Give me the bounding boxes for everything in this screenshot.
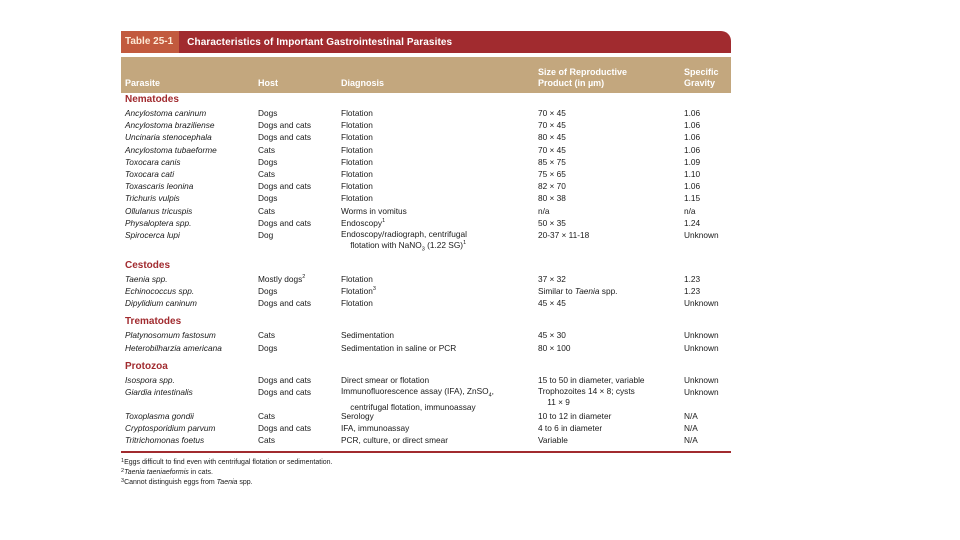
cell-parasite: Toxascaris leonina xyxy=(125,181,194,192)
table-row xyxy=(121,422,731,434)
cell-diagnosis: Flotation xyxy=(341,144,373,155)
cell-gravity: N/A xyxy=(684,411,698,421)
cell-gravity: N/A xyxy=(684,423,698,434)
cell-diagnosis: Sedimentation in saline or PCR xyxy=(341,342,457,353)
table-title: Characteristics of Important Gastrointestinal Parasites xyxy=(187,36,453,48)
parasite-table xyxy=(121,31,731,488)
cell-parasite: Tritrichomonas foetus xyxy=(125,435,205,446)
table-row xyxy=(121,180,731,192)
cell-parasite: Ancylostoma caninum xyxy=(125,108,207,118)
cell-host: Dogs and cats xyxy=(258,217,312,228)
cell-diagnosis: Flotation xyxy=(341,156,373,167)
cell-gravity: 1.06 xyxy=(684,132,701,143)
table-body xyxy=(121,93,731,447)
cell-gravity: 1.06 xyxy=(684,120,701,131)
footnote-3: $^3$Cannot distinguish eggs from Taenia spp. xyxy=(121,477,253,486)
footnotes xyxy=(121,458,731,488)
cell-size: 85 × 75 xyxy=(538,156,566,167)
table-row xyxy=(121,168,731,180)
table-row xyxy=(121,329,731,341)
header-diagnosis: Diagnosis xyxy=(341,78,385,88)
cell-parasite: Cryptosporidium parvum xyxy=(125,423,216,434)
cell-diagnosis: Flotation xyxy=(341,132,373,143)
cell-size: 70 × 45 xyxy=(538,108,566,118)
cell-size: 50 × 35 xyxy=(538,217,566,228)
cell-diagnosis: Flotation xyxy=(341,181,373,192)
cell-gravity: 1.15 xyxy=(684,193,701,204)
header-size: Size of Reproductive Product (in µm) xyxy=(538,67,628,88)
nematode-rows xyxy=(121,107,731,229)
section-protozoa: Protozoa xyxy=(125,360,168,372)
cell-host: Dogs and cats xyxy=(258,423,312,434)
cell-host: Dogs xyxy=(258,193,278,204)
cell-size: 82 × 70 xyxy=(538,181,566,192)
section-trematodes: Trematodes xyxy=(125,316,182,328)
footnote-1: $^1$Eggs difficult to find even with centrifugal flotation or sedimentation. xyxy=(121,457,333,466)
cell-size: 75 × 65 xyxy=(538,168,566,179)
cell-diagnosis: Worms in vomitus xyxy=(341,205,407,216)
cell-host: Cats xyxy=(258,435,276,446)
cell-diagnosis: Flotation xyxy=(341,168,373,179)
cell-gravity: 1.24 xyxy=(684,217,701,228)
cell-gravity: 1.06 xyxy=(684,181,701,192)
table-row xyxy=(121,131,731,143)
cell-size: 80 × 45 xyxy=(538,132,566,143)
cell-gravity: 1.09 xyxy=(684,156,701,167)
table-row xyxy=(121,342,731,354)
cell-parasite: Heterobilharzia americana xyxy=(125,342,222,353)
cell-parasite: Ancylostoma braziliense xyxy=(125,120,215,131)
cell-host: Dogs and cats xyxy=(258,132,312,143)
table-row: Giardia intestinalis Dogs and cats Immunofluorescence assay (IFA), ZnSO$_4$, centrifugal flotation, immunoassay Trophozoites 14 × 8; cysts 11 × 9 Unknown xyxy=(125,386,719,412)
table-title-bar xyxy=(121,31,731,53)
cell-size: Variable xyxy=(538,435,568,446)
table-row xyxy=(121,192,731,204)
cell-host: Cats xyxy=(258,168,276,179)
section-nematodes: Nematodes xyxy=(125,94,179,105)
table-row: Echinococcus spp. Dogs Flotation$^3$ Similar to Taenia spp. 1.23 xyxy=(125,286,701,297)
cell-gravity: N/A xyxy=(684,435,698,446)
table-row: Spirocerca lupi Dog Endoscopy/radiograph, centrifugal flotation with NaNO$_3$ (1.22 SG)$^1$ 20-37 × 11-18 Unknown xyxy=(125,228,719,253)
cell-gravity: Unknown xyxy=(684,342,719,353)
table-header xyxy=(121,57,731,93)
table-row xyxy=(121,107,731,119)
table-row xyxy=(121,217,731,229)
table-row xyxy=(121,205,731,217)
cell-parasite: Trichuris vulpis xyxy=(125,193,180,204)
cell-diagnosis: IFA, immunoassay xyxy=(341,423,410,434)
cell-parasite: Toxoplasma gondii xyxy=(125,411,194,421)
table-bottom-rule xyxy=(121,451,731,453)
cell-diagnosis: Flotation xyxy=(341,120,373,131)
cell-size: 80 × 100 xyxy=(538,342,571,353)
footnote-2: $^2$Taenia taeniaeformis in cats. xyxy=(121,467,213,476)
header-parasite: Parasite xyxy=(125,78,161,88)
table-row xyxy=(121,156,731,168)
cell-host: Dogs xyxy=(258,156,278,167)
cell-gravity: Unknown xyxy=(684,330,719,341)
cell-size: 70 × 45 xyxy=(538,144,566,155)
cell-size: 70 × 45 xyxy=(538,120,566,131)
cell-size: 10 to 12 in diameter xyxy=(538,411,612,421)
cell-host: Dogs and cats xyxy=(258,181,312,192)
table-row xyxy=(121,119,731,131)
cell-parasite: Uncinaria stenocephala xyxy=(125,132,212,143)
cell-size: n/a xyxy=(538,205,550,216)
cell-parasite: Physaloptera spp. xyxy=(125,217,192,228)
table-row: Isospora spp. Dogs and cats Direct smear or flotation 15 to 50 in diameter, variable Unknown xyxy=(125,374,719,385)
cell-diagnosis: Flotation xyxy=(341,193,373,204)
cell-parasite: Toxocara canis xyxy=(125,156,181,167)
cell-host: Cats xyxy=(258,411,276,421)
cell-parasite: Ancylostoma tubaeforme xyxy=(125,144,217,155)
header-host: Host xyxy=(258,78,278,88)
cell-host: Cats xyxy=(258,205,276,216)
table-number: Table 25-1 xyxy=(121,31,179,53)
protozoa-rows xyxy=(121,410,731,447)
cell-diagnosis: Endoscopy$^1$ xyxy=(341,217,386,228)
trematode-rows xyxy=(121,329,731,353)
header-gravity: Specific Gravity xyxy=(684,67,719,88)
cell-diagnosis: Sedimentation xyxy=(341,330,395,341)
cell-host: Cats xyxy=(258,330,276,341)
cell-host: Dogs and cats xyxy=(258,120,312,131)
cell-diagnosis: PCR, culture, or direct smear xyxy=(341,435,448,446)
cell-gravity: 1.06 xyxy=(684,144,701,155)
table-row xyxy=(121,410,731,422)
cell-gravity: n/a xyxy=(684,205,696,216)
cell-parasite: Ollulanus tricuspis xyxy=(125,205,193,216)
cell-diagnosis: Flotation xyxy=(341,108,373,118)
cell-parasite: Toxocara cati xyxy=(125,168,175,179)
cell-size: 80 × 38 xyxy=(538,193,566,204)
cell-host: Dogs xyxy=(258,342,278,353)
table-row xyxy=(121,144,731,156)
cell-host: Dogs xyxy=(258,108,278,118)
cell-gravity: 1.06 xyxy=(684,108,701,118)
table-row xyxy=(121,434,731,446)
cell-gravity: 1.10 xyxy=(684,168,701,179)
cell-host: Cats xyxy=(258,144,276,155)
table-row: Taenia spp. Mostly dogs$^2$ Flotation 37 × 32 1.23 xyxy=(125,273,701,284)
section-cestodes: Cestodes xyxy=(125,259,171,271)
cell-size: 45 × 30 xyxy=(538,330,566,341)
table-row: Dipylidium caninum Dogs and cats Flotation 45 × 45 Unknown xyxy=(125,298,719,309)
cell-parasite: Platynosomum fastosum xyxy=(125,330,216,341)
cell-size: 4 to 6 in diameter xyxy=(538,423,603,434)
cell-diagnosis: Serology xyxy=(341,411,374,421)
